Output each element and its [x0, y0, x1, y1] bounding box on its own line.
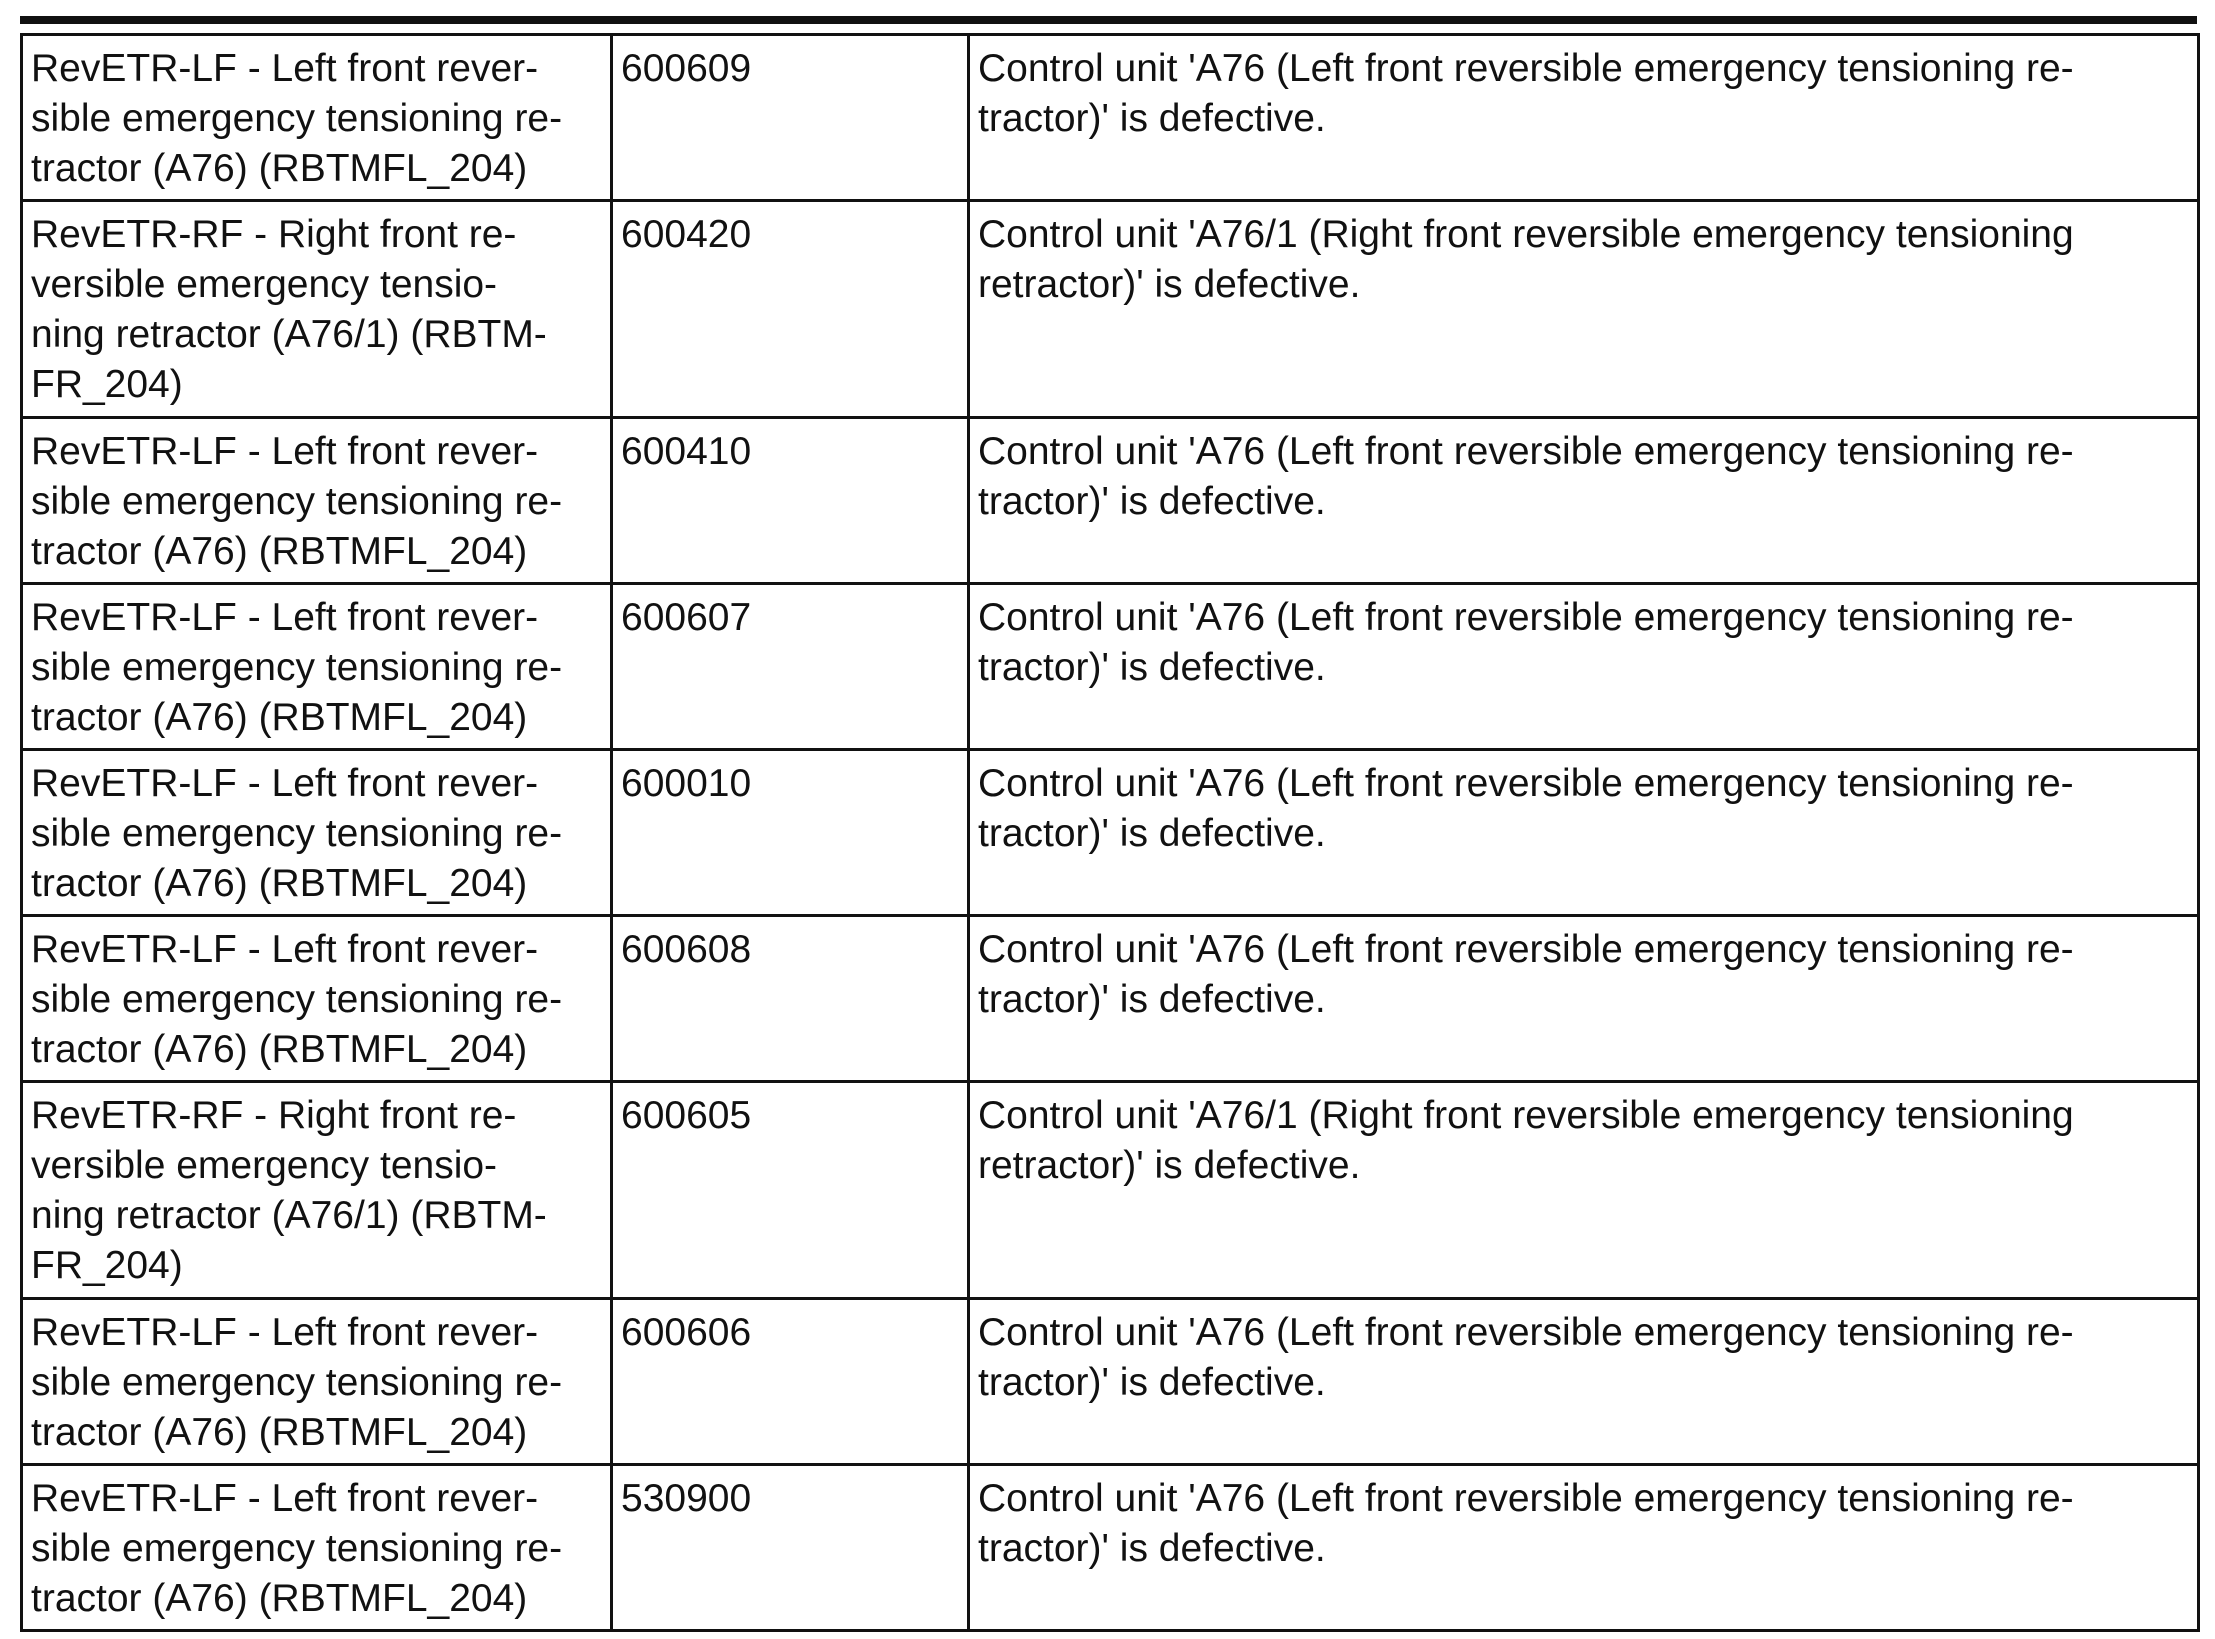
code-cell: 600607 [612, 584, 969, 750]
description-cell: Control unit 'A76 (Left front reversible emergency tensioning re- tractor)' is defective. [969, 35, 2199, 201]
code-cell: 600606 [612, 1299, 969, 1465]
component-cell: RevETR-RF - Right front re- versible emergency tensio- ning retractor (A76/1) (RBTM- FR_204) [22, 1082, 612, 1299]
description-cell: Control unit 'A76/1 (Right front reversible emergency tensioning retractor)' is defective. [969, 1082, 2199, 1299]
code-cell: 600609 [612, 35, 969, 201]
component-cell: RevETR-LF - Left front rever- sible emergency tensioning re- tractor (A76) (RBTMFL_204) [22, 418, 612, 584]
description-cell: Control unit 'A76 (Left front reversible emergency tensioning re- tractor)' is defective. [969, 418, 2199, 584]
code-cell: 600605 [612, 1082, 969, 1299]
component-cell: RevETR-LF - Left front rever- sible emergency tensioning re- tractor (A76) (RBTMFL_204) [22, 1465, 612, 1631]
code-cell: 600608 [612, 916, 969, 1082]
code-cell: 600410 [612, 418, 969, 584]
table-row [22, 750, 2199, 916]
description-cell: Control unit 'A76 (Left front reversible emergency tensioning re- tractor)' is defective. [969, 750, 2199, 916]
code-cell: 600420 [612, 201, 969, 418]
top-rule [20, 16, 2197, 24]
component-cell: RevETR-LF - Left front rever- sible emergency tensioning re- tractor (A76) (RBTMFL_204) [22, 1299, 612, 1465]
code-cell: 600010 [612, 750, 969, 916]
description-cell: Control unit 'A76 (Left front reversible emergency tensioning re- tractor)' is defective. [969, 584, 2199, 750]
code-cell: 530900 [612, 1465, 969, 1631]
table-row [22, 1299, 2199, 1465]
component-cell: RevETR-LF - Left front rever- sible emergency tensioning re- tractor (A76) (RBTMFL_204) [22, 35, 612, 201]
component-cell: RevETR-LF - Left front rever- sible emergency tensioning re- tractor (A76) (RBTMFL_204) [22, 750, 612, 916]
description-cell: Control unit 'A76 (Left front reversible emergency tensioning re- tractor)' is defective. [969, 1465, 2199, 1631]
table-row [22, 1082, 2199, 1299]
description-cell: Control unit 'A76 (Left front reversible emergency tensioning re- tractor)' is defective. [969, 1299, 2199, 1465]
table-row [22, 584, 2199, 750]
description-cell: Control unit 'A76 (Left front reversible emergency tensioning re- tractor)' is defective. [969, 916, 2199, 1082]
fault-code-table [20, 33, 2200, 1632]
component-cell: RevETR-RF - Right front re- versible emergency tensio- ning retractor (A76/1) (RBTM- FR_204) [22, 201, 612, 418]
table-row [22, 201, 2199, 418]
component-cell: RevETR-LF - Left front rever- sible emergency tensioning re- tractor (A76) (RBTMFL_204) [22, 584, 612, 750]
component-cell: RevETR-LF - Left front rever- sible emergency tensioning re- tractor (A76) (RBTMFL_204) [22, 916, 612, 1082]
table-row [22, 916, 2199, 1082]
description-cell: Control unit 'A76/1 (Right front reversible emergency tensioning retractor)' is defective. [969, 201, 2199, 418]
table-row [22, 35, 2199, 201]
table-row [22, 418, 2199, 584]
table-row [22, 1465, 2199, 1631]
